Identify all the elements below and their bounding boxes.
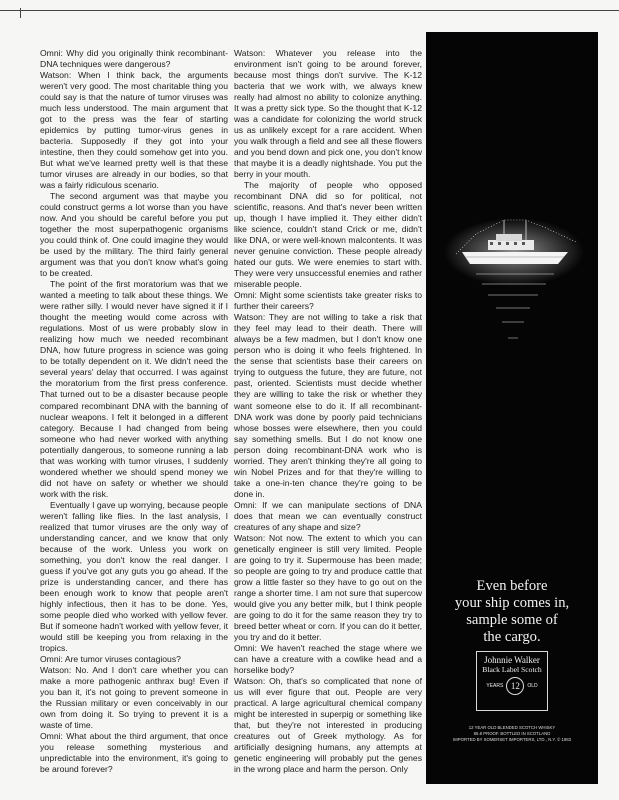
- product-name: Black Label Scotch: [482, 665, 542, 674]
- paragraph: The second argument was that maybe you could construct germs a lot worse than you have now. And you should be careful before you put together the most superpathogenic organisms you could think of. One could imagine they would be used by the military. The third fairly general argument was that you don't know what's going to be created.: [40, 191, 228, 279]
- headline-line: sample some of: [466, 612, 558, 628]
- fine-line: 12 YEAR OLD BLENDED SCOTCH WHISKY: [468, 725, 556, 730]
- ad-headline: [426, 578, 598, 646]
- paragraph: Omni: If we can manipulate sections of DNA does that mean we can eventually construct creatures of any shape and size?: [234, 499, 422, 532]
- fine-line: IMPORTED BY SOMERSET IMPORTERS, LTD., N.Y. © 1983: [452, 737, 572, 743]
- paragraph: Watson: Whatever you release into the environment isn't going to be around forever, because most things don't survive. The K-12 bacteria that we work with, we always knew really had almost no ability to colonize anything. It was a pretty sick type. So the thought that K-12 was a candidate for colonizing the world struck us as unlikely except for a rare accident. When you walk through a field and see all these flowers and you bend down and pick one, you don't know that maybe it is a deadly nightshade. You put the berry in your mouth.: [234, 48, 422, 180]
- whisky-advertisement: [426, 32, 598, 784]
- paragraph: Watson: No. And I don't care whether you can make a more pathogenic anthrax bug! Even if you ban it, it's not going to prevent someone in the Russian military or even conceivably in our own from doing it. So trying to prevent it is a waste of time.: [40, 664, 228, 730]
- article-column-left: [40, 48, 228, 775]
- paragraph: Omni: Might some scientists take greater risks to further their careers?: [234, 290, 422, 312]
- paragraph: Watson: Oh, that's so complicated that none of us will ever figure that out. People are very practical. A large agricultural chemical company might be interested in superpig or something like that, but they're not interested in producing creatures out of Greek mythology. As for artificially designing humans, any attempts at genetic engineering will probably put the genes in the wrong place and harm the person. Only: [234, 675, 422, 775]
- lit-ship-illustration: [426, 182, 598, 382]
- age-badge: 12: [506, 677, 524, 695]
- fine-line: 86.8 PROOF. BOTTLED IN SCOTLAND: [473, 731, 551, 737]
- paragraph: The majority of people who opposed recombinant DNA did so for political, not scientific, reasons. And that's never been written up, though I have implied it. They either didn't like science, couldn't stand Crick or me, didn't like DNA, or were well-known malcontents. It was never genuine conviction. These people already hated our guts. We were enemies to start with. They were very unsuccessful enemies and rather miserable people.: [234, 180, 422, 290]
- years-word: YEARS: [486, 683, 504, 689]
- paragraph: Watson: When I think back, the arguments weren't very good. The most charitable thing you could say is that the nature of tumor viruses was much less understood. The main argument that got to the press was the fear of starting epidemics by putting tumor-virus genes in bacteria. Supposedly if they got into your intestine, then they could somehow get into you. But what we've learned pretty well is that these tumor viruses are already in our bodies, so that was a fairly ridiculous scenario.: [40, 70, 228, 191]
- headline-line: the cargo.: [483, 629, 541, 645]
- paragraph: Eventually I gave up worrying, because people weren't falling like flies. In the last analysis, I realized that tumor viruses are the only way of understanding cancer, and we know that only because of the work. Unless you work on something, you don't know the real danger. I guess if you've got any guts you go ahead. If the prize is understanding cancer, and there has been enough work to know that people aren't highly infectious, then it has to be done. Yes, some people died who worked with yellow fever. But if someone hadn't worked with yellow fever, it would still be keeping you from relaxing in the tropics.: [40, 499, 228, 653]
- old-word: OLD: [527, 683, 538, 689]
- article-column-middle: [234, 48, 422, 775]
- paragraph: Watson: Not now. The extent to which you can genetically engineer is still very limited. People are going to try it. Supermouse has been made; so people are going to try and produce cattle that grow a little faster so they have to go out on the range a shorter time. I am not sure that supercow would give you any better milk, but I think people are going to do it for the same reason they try to breed better wheat or corn. If you can do it better, you try and do it better.: [234, 532, 422, 642]
- corner-tick: [20, 8, 21, 18]
- paragraph: Omni: What about the third argument, that once you release something mysterious and unpredictable into the environment, it's going to be around forever?: [40, 730, 228, 775]
- bottle-label: [476, 651, 548, 711]
- paragraph: Omni: Are tumor viruses contagious?: [40, 653, 181, 664]
- headline-line: your ship comes in,: [454, 595, 570, 611]
- paragraph: Omni: We haven't reached the stage where we can have a creature with a cowlike head and a horselike body?: [234, 642, 422, 675]
- paragraph: The point of the first moratorium was that we wanted a meeting to talk about these things. We were rather silly. I would never have signed it if I thought the meeting would come across with regulations. Most of us were probably slow in realizing how much we needed recombinant DNA, how future progress in science was going to be totally dependent on it. We didn't need the several years' delay that occurred. I was against the moratorium from the first press conference. That turned out to be a disaster because people compared recombinant DNA with the banning of nuclear weapons. I felt it belonged in a different category. Because I had changed from being someone who had never worked with anything potentially dangerous, to someone running a lab that was working with tumor viruses, I suddenly wondered whether we should spend money we did not have on safety or whether we should work with the risk.: [40, 279, 228, 499]
- paragraph: Omni: Why did you originally think recombinant-DNA techniques were dangerous?: [40, 48, 228, 70]
- top-rule: [0, 10, 619, 11]
- headline-line: Even before: [476, 578, 548, 594]
- age-statement: [477, 677, 547, 695]
- fine-print: [426, 725, 598, 744]
- brand-name: Johnnie Walker: [484, 655, 540, 665]
- paragraph: Watson: They are not willing to take a risk that they feel may lead to their death. There will always be a few madmen, but I don't know one person who is doing it who feels frightened. In the sense that scientists base their careers on trying to outguess the future, they are future, not past, oriented. Scientists must decide whether they are willing to take the risk or whether they want someone else to do it. If all recombinant-DNA work was done by poorly paid technicians whose bosses were elsewhere, then you could say something smells. But I do not know one person doing recombinant-DNA work who is worried. They aren't thinking they're all going to win Nobel Prizes and for that they're willing to take a one-in-ten chance they're going to be done in.: [234, 312, 422, 499]
